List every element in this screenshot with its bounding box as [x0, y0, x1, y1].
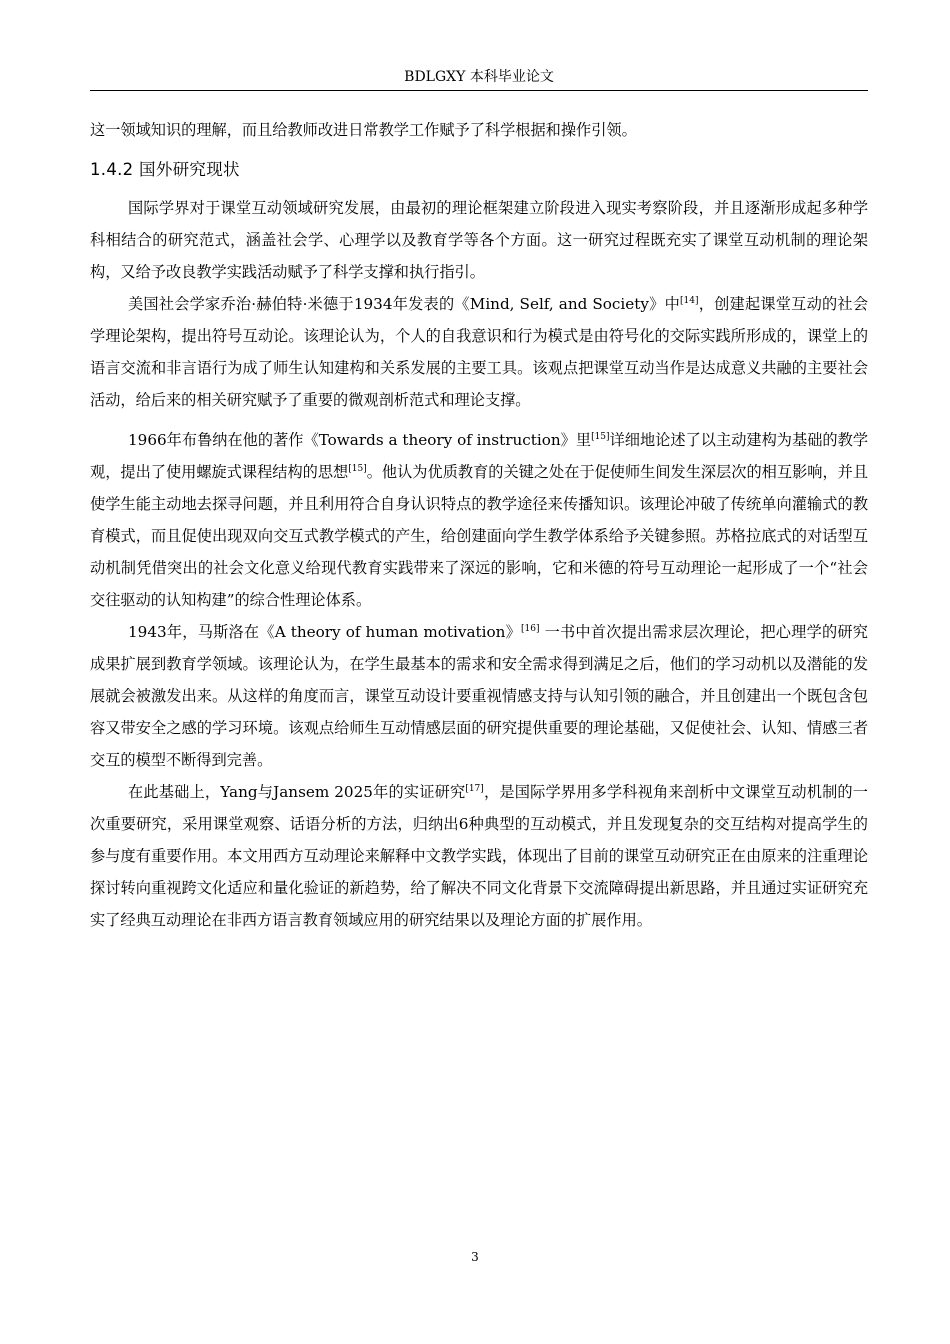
- paragraph-2-text-b: ，创建起课堂互动的社会学理论架构，提出符号互动论。该理论认为，个人的自我意识和行为模式是由符号化的交际实践所形成的，课堂上的语言交流和非言语行为成了师生认知建构和关系发展的主要工具。该观点把课堂互动当作是达成意义共融的主要社会活动，给后来的相关研究赋予了重要的微观剖析范式和理论支撑。: [90, 295, 869, 409]
- paragraph-5: [90, 776, 868, 936]
- paragraph-1: 国际学界对于课堂互动领域研究发展，由最初的理论框架建立阶段进入现实考察阶段，并且逐渐形成起多种学科相结合的研究范式，涵盖社会学、心理学以及教育学等各个方面。这一研究过程既充实了课堂互动机制的理论架构，又给予改良教学实践活动赋予了科学支撑和执行指引。: [90, 199, 868, 281]
- page-number: 3: [471, 1250, 479, 1264]
- citation-15-first: [15]: [591, 431, 610, 442]
- citation-14: [14]: [680, 295, 699, 306]
- citation-17: [17]: [465, 783, 484, 794]
- paragraph-3-text-c: 。他认为优质教育的关键之处在于促使师生间发生深层次的相互影响，并且使学生能主动地去探寻问题，并且利用符合自身认识特点的教学途径来传播知识。该理论冲破了传统单向灌输式的教育模式，而且促使出现双向交互式教学模式的产生，给创建面向学生教学体系给予关键参照。苏格拉底式的对话型互动机制凭借突出的社会文化意义给现代教育实践带来了深远的影响，它和米德的符号互动理论一起形成了一个“社会交往驱动的认知构建”的综合性理论体系。: [90, 463, 869, 609]
- paragraph-2: [90, 288, 868, 416]
- paragraph-5-text-a: 在此基础上，Yang与Jansem 2025年的实证研究: [128, 783, 466, 801]
- page-header: [90, 64, 868, 91]
- paragraph-4-text-a: 1943年，马斯洛在《A theory of human motivation》: [128, 623, 522, 641]
- paragraph-3-text-a: 1966年布鲁纳在他的著作《Towards a theory of instruction》里: [128, 431, 592, 449]
- paragraph-4-text-b: 一书中首次提出需求层次理论，把心理学的研究成果扩展到教育学领域。该理论认为，在学生最基本的需求和安全需求得到满足之后，他们的学习动机以及潜能的发展就会被激发出来。从这样的角度而言，课堂互动设计要重视情感支持与认知引领的融合，并且创建出一个既包含包容又带安全之感的学习环境。该观点给师生互动情感层面的研究提供重要的理论基础，又促使社会、认知、情感三者交互的模型不断得到完善。: [90, 623, 868, 769]
- paragraph-3: [90, 424, 868, 616]
- paragraph-3-text-b: 详细地论述了以主动建构为基础的教学观，提出了使用螺旋式课程结构的思想: [90, 431, 868, 481]
- header-title: BDLGXY 本科毕业论文: [404, 69, 554, 85]
- main-content: [90, 114, 868, 936]
- citation-16: [16]: [521, 623, 540, 634]
- section-heading: 1.4.2 国外研究现状: [90, 160, 240, 179]
- citation-15-second: [15]: [348, 463, 367, 474]
- paragraph-2-text-a: 美国社会学家乔治·赫伯特·米德于1934年发表的《Mind, Self, and Society》中: [128, 295, 681, 313]
- paragraph-4: [90, 616, 868, 776]
- continuation-paragraph: 这一领域知识的理解，而且给教师改进日常教学工作赋予了科学根据和操作引领。: [90, 121, 637, 139]
- paragraph-5-text-b: ，是国际学界用多学科视角来剖析中文课堂互动机制的一次重要研究，采用课堂观察、话语分析的方法，归纳出6种典型的互动模式，并且发现复杂的交互结构对提高学生的参与度有重要作用。本文用西方互动理论来解释中文教学实践，体现出了目前的课堂互动研究正在由原来的注重理论探讨转向重视跨文化适应和量化验证的新趋势，给了解决不同文化背景下交流障碍提出新思路，并且通过实证研究充实了经典互动理论在非西方语言教育领域应用的研究结果以及理论方面的扩展作用。: [90, 783, 868, 929]
